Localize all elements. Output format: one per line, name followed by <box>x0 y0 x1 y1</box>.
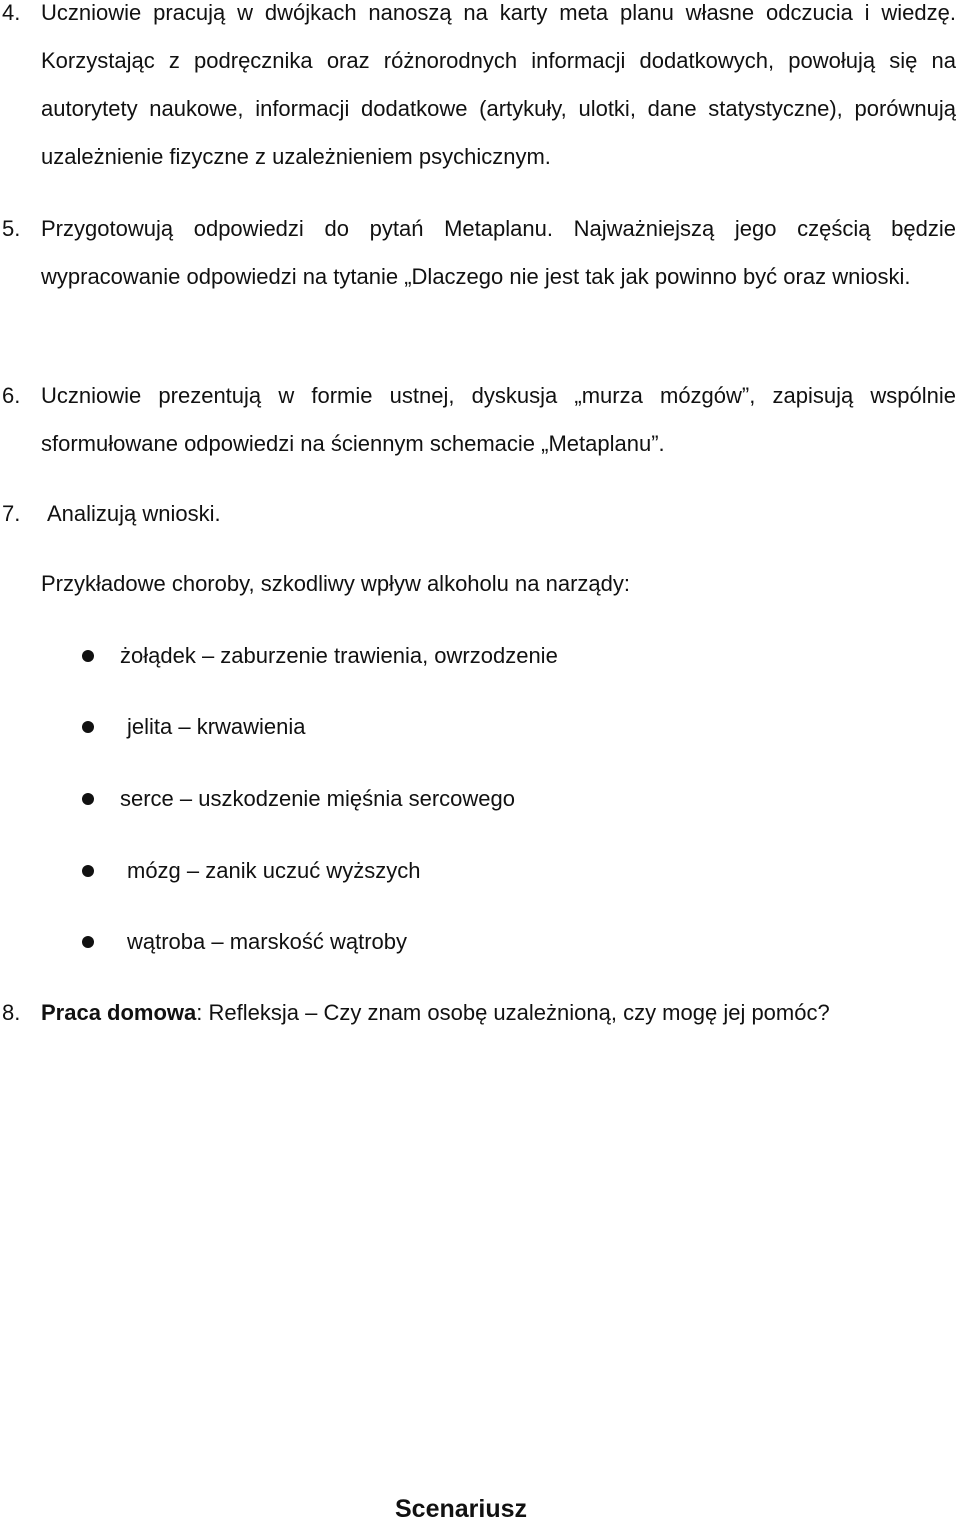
bullet-icon <box>82 650 94 662</box>
item-number: 4. <box>2 0 21 25</box>
bullet-item <box>0 925 960 959</box>
item-number: 5. <box>2 216 21 241</box>
bullet-text: mózg – zanik uczuć wyższych <box>127 858 421 883</box>
list-item-8 <box>0 996 960 1030</box>
bullet-icon <box>82 793 94 805</box>
bullet-item <box>0 854 960 888</box>
bullet-text: wątroba – marskość wątroby <box>127 929 407 954</box>
homework-label: Praca domowa <box>41 1000 197 1025</box>
bullet-icon <box>82 936 94 948</box>
list-item-4 <box>0 0 960 181</box>
examples-heading: Przykładowe choroby, szkodliwy wpływ alkoholu na narządy: <box>41 571 630 596</box>
item-number: 8. <box>2 1000 21 1025</box>
list-item-7 <box>0 490 960 538</box>
bullet-item <box>0 710 960 744</box>
bullet-text: żołądek – zaburzenie trawienia, owrzodzenie <box>120 643 558 668</box>
bullet-icon <box>82 865 94 877</box>
bullet-text: jelita – krwawienia <box>127 714 306 739</box>
homework-line <box>41 996 830 1030</box>
item-text: Przygotowują odpowiedzi do pytań Metaplanu. Najważniejszą jego częścią będzie wypracowanie odpowiedzi na tytanie „Dlaczego nie jest tak jak powinno być oraz wnioski. <box>41 216 956 289</box>
item-text: Uczniowie prezentują w formie ustnej, dyskusja „murza mózgów”, zapisują wspólnie sformułowane odpowiedzi na ściennym schemacie „Metaplanu”. <box>41 383 956 456</box>
item-text: Uczniowie pracują w dwójkach nanoszą na karty meta planu własne odczucia i wiedzę. Korzystając z podręcznika oraz różnorodnych informacji dodatkowych, powołują się na autorytety naukowe, informacji dodatkowe (artykuły, ulotki, dane statystyczne), porównują uzależnienie fizyczne z uzależnieniem psychicznym. <box>41 0 956 169</box>
footer-title: Scenariusz <box>394 1495 527 1523</box>
list-item-6 <box>0 372 960 468</box>
item-number: 7. <box>2 501 21 526</box>
list-item-5 <box>0 205 960 349</box>
bullet-item <box>0 782 960 816</box>
item-text: Analizują wnioski. <box>47 501 221 526</box>
item-number: 6. <box>2 383 21 408</box>
bullet-item <box>0 639 960 673</box>
homework-text: Refleksja – Czy znam osobę uzależnioną, czy mogę jej pomóc? <box>202 1000 830 1025</box>
bullet-icon <box>82 721 94 733</box>
bullet-text: serce – uszkodzenie mięśnia sercowego <box>120 786 515 811</box>
homework-separator: : <box>196 1000 203 1025</box>
